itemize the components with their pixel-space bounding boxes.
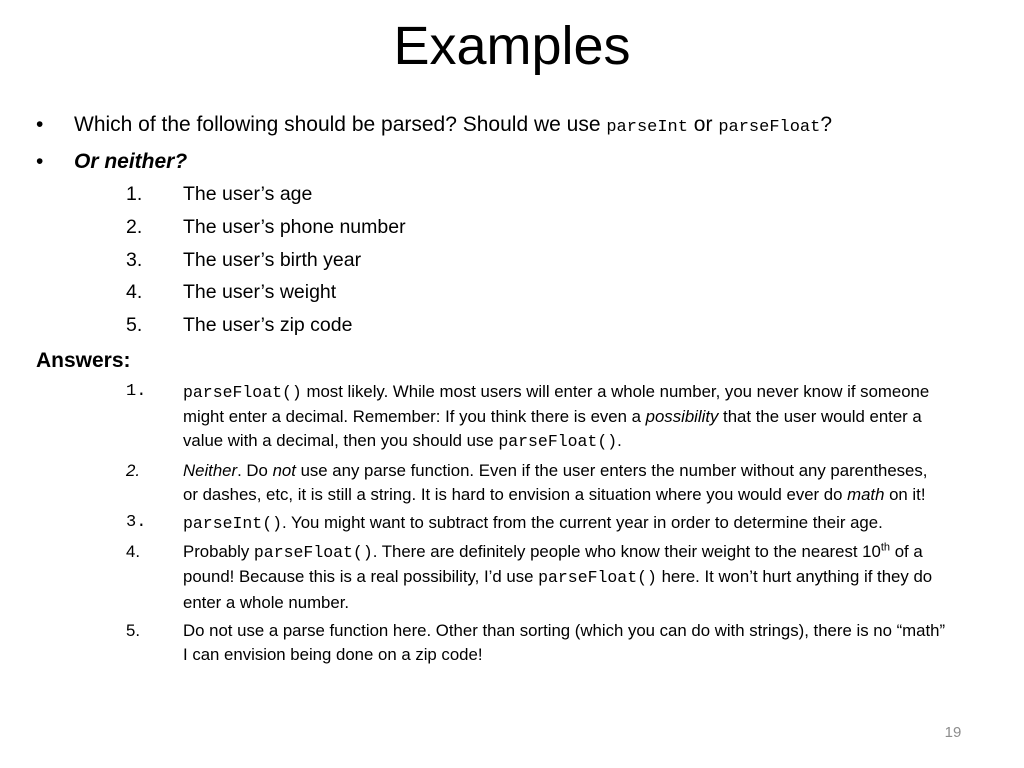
item-text: The user’s zip code: [183, 314, 353, 337]
answer-text: Do not use a parse function here. Other than sorting (which you can do with strings), there is no “math” I can envision being done on a zip code!: [183, 620, 946, 665]
code-parsefloat: parseFloat(): [538, 568, 657, 588]
answer-text: Probably: [183, 542, 254, 562]
code-parseint: parseInt: [606, 118, 688, 137]
item-number: 3.: [126, 513, 147, 533]
bullet-or-neither: [36, 145, 996, 179]
answer-text: here. It won’t hurt anything if they do enter a whole number.: [183, 567, 933, 612]
answer-item: [126, 459, 946, 507]
list-item: [126, 180, 726, 213]
item-number: 2.: [126, 460, 140, 480]
answer-emphasis: Neither: [183, 460, 238, 480]
superscript: th: [880, 541, 891, 554]
answer-text: . Do: [237, 460, 273, 480]
bullet-question: [36, 108, 996, 145]
page-number: 19: [944, 724, 962, 741]
answer-text: of a pound! Because this is a real possibility, I’d use: [183, 542, 923, 587]
item-number: 1.: [126, 183, 143, 205]
answer-emphasis: possibility: [645, 407, 719, 427]
item-number: 4.: [126, 281, 143, 304]
list-item: [126, 278, 726, 311]
question-list: [126, 180, 726, 344]
answer-item: [126, 511, 946, 536]
item-number: 2.: [126, 215, 143, 238]
answer-text: .: [617, 431, 622, 451]
bullet-list: [36, 108, 996, 179]
item-text: The user’s weight: [183, 281, 337, 304]
answer-text: . There are definitely people who know their weight to the nearest 10: [372, 542, 881, 562]
bullet-text: Or neither?: [74, 150, 188, 173]
code-parsefloat: parseFloat(): [183, 383, 302, 402]
bullet-text-end: ?: [820, 113, 833, 136]
answers-heading: Answers:: [36, 349, 131, 372]
code-parsefloat: parseFloat(): [498, 432, 618, 452]
bullet-text: Which of the following should be parsed? Should we use: [74, 113, 607, 136]
answer-emphasis: math: [847, 484, 885, 504]
item-text: The user’s phone number: [183, 215, 406, 238]
code-parseint: parseInt(): [183, 514, 283, 534]
bullet-text-or: or: [687, 113, 719, 136]
item-number: 3.: [126, 248, 143, 271]
bullet-dot: •: [36, 150, 44, 173]
answer-text: that the user would enter a value with a decimal, then you should use: [183, 407, 922, 451]
item-number: 1.: [126, 382, 147, 401]
answer-text: on it!: [884, 484, 926, 504]
list-item: [126, 311, 726, 344]
answer-emphasis: not: [272, 460, 296, 480]
code-parsefloat: parseFloat: [718, 118, 821, 137]
list-item: [126, 213, 726, 246]
answer-item: [126, 380, 946, 455]
item-text: The user’s birth year: [183, 248, 362, 271]
answer-text: use any parse function. Even if the user enters the number without any parentheses, or dashes, etc, it is still a string. It is hard to envision a situation where you would ever do: [183, 460, 928, 504]
item-number: 5.: [126, 314, 143, 337]
answer-item: [126, 540, 946, 615]
code-parsefloat: parseFloat(): [253, 543, 373, 563]
answer-text: . You might want to subtract from the current year in order to determine their age.: [282, 513, 883, 533]
item-text: The user’s age: [183, 183, 313, 205]
item-number: 5.: [126, 620, 140, 640]
list-item: [126, 246, 726, 279]
item-number: 4.: [126, 542, 140, 562]
answer-item: [126, 619, 946, 667]
answer-text: most likely. While most users will enter a whole number, you never know if someone might enter a decimal. Remember: If you think there is even a: [183, 382, 930, 427]
slide-title: Examples: [393, 16, 631, 76]
answer-list: [126, 380, 946, 671]
bullet-dot: •: [36, 113, 44, 136]
